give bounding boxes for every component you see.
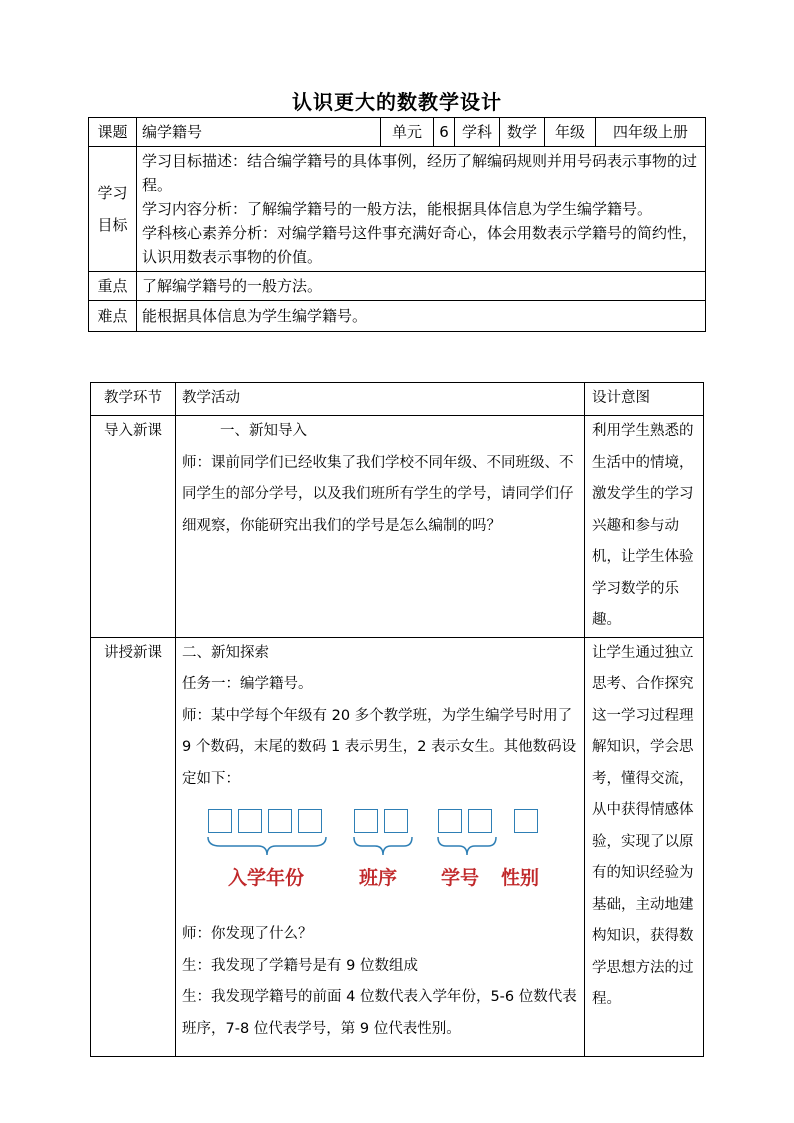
info-table: [88, 117, 706, 332]
class-digit-box: [384, 809, 408, 833]
goal-label: [89, 147, 137, 272]
difficulty-label: 难点: [89, 301, 137, 332]
intro-intent: 利用学生熟悉的生活中的情境，激发学生的学习兴趣和参与动机，让学生体验学习数学的乐趣。: [585, 416, 704, 638]
number-digit-box: [438, 809, 462, 833]
header-activity: 教学活动: [176, 383, 585, 416]
topic-label: 课题: [89, 118, 137, 147]
label-student-number: 学号: [441, 867, 480, 889]
unit-label: 单元: [381, 118, 434, 147]
unit-value: 6: [434, 118, 455, 147]
student-id-diagram: [182, 795, 578, 919]
lesson-table: [90, 382, 704, 1057]
label-enrollment-year: 入学年份: [228, 867, 305, 889]
teach-section-title: 二、新知探索: [182, 644, 269, 661]
goal-row: [89, 147, 706, 272]
header-intent: 设计意图: [585, 383, 704, 416]
topic-row: [89, 118, 706, 147]
intro-row: [91, 416, 704, 638]
gender-digit-box: [514, 809, 538, 833]
year-digit-box: [208, 809, 232, 833]
class-digit-box: [354, 809, 378, 833]
teach-stage: 讲授新课: [91, 637, 176, 1056]
goal-literacy-analysis: 学科核心素养分析：对编学籍号这件事充满好奇心，体会用数表示学籍号的简约性，认识用数表示事物的价值。: [142, 224, 698, 266]
intro-activity: [176, 416, 585, 638]
difficulty-row: [89, 301, 706, 332]
label-class-order: 班序: [359, 867, 398, 889]
intro-stage: 导入新课: [91, 416, 176, 638]
goal-label-line-1: 学习: [97, 184, 128, 202]
teach-intent: 让学生通过独立思考、合作探究这一学习过程理解知识，学会思考，懂得交流，从中获得情感体验，实现了以原有的知识经验为基础，主动地建构知识，获得数学思想方法的过程。: [585, 637, 704, 1056]
document-title: 认识更大的数教学设计: [292, 90, 502, 114]
subject-value: 数学: [500, 118, 545, 147]
intro-section-title: 一、新知导入: [220, 423, 307, 439]
label-gender: 性别: [501, 867, 540, 889]
year-digit-box: [238, 809, 262, 833]
grade-label: 年级: [545, 118, 596, 147]
goal-description: 学习目标描述：结合编学籍号的具体事例，经历了解编码规则并用号码表示事物的过程。: [142, 152, 698, 194]
header-stage: 教学环节: [91, 383, 176, 416]
year-brace: [206, 835, 328, 857]
difficulty-value: 能根据具体信息为学生编学籍号。: [137, 301, 706, 332]
grade-value: 四年级上册: [596, 118, 706, 147]
teach-task: 任务一：编学籍号。: [182, 676, 313, 692]
teach-activity: [176, 637, 585, 1056]
goal-content-analysis: 学习内容分析：了解编学籍号的一般方法，能根据具体信息为学生编学籍号。: [142, 200, 653, 218]
subject-label: 学科: [455, 118, 500, 147]
key-value: 了解编学籍号的一般方法。: [137, 272, 706, 301]
teach-text: 师：某中学每个年级有 20 多个教学班，为学生编学号时用了 9 个数码，末尾的数码 1 表示男生，2 表示女生。其他数码设定如下：: [182, 707, 577, 787]
goal-content: [137, 147, 706, 272]
teach-row: [91, 637, 704, 1056]
topic-value: 编学籍号: [137, 118, 381, 147]
teach-question: 师：你发现了什么？: [182, 926, 313, 942]
number-digit-box: [468, 809, 492, 833]
teach-answer-1: 生：我发现了学籍号是有 9 位数组成: [182, 957, 418, 974]
year-digit-box: [298, 809, 322, 833]
lesson-header-row: [91, 383, 704, 416]
key-row: [89, 272, 706, 301]
key-label: 重点: [89, 272, 137, 301]
number-brace: [436, 835, 498, 857]
year-digit-box: [268, 809, 292, 833]
intro-text: 师：课前同学们已经收集了我们学校不同年级、不同班级、不同学生的部分学号，以及我们班所有学生的学号，请同学们仔细观察，你能研究出我们的学号是怎么编制的吗？: [182, 454, 574, 534]
teach-answer-2: 生：我发现学籍号的前面 4 位数代表入学年份，5-6 位数代表班序，7-8 位代表学号，第 9 位代表性别。: [182, 989, 577, 1037]
goal-label-line-2: 目标: [97, 216, 128, 234]
class-brace: [352, 835, 414, 857]
